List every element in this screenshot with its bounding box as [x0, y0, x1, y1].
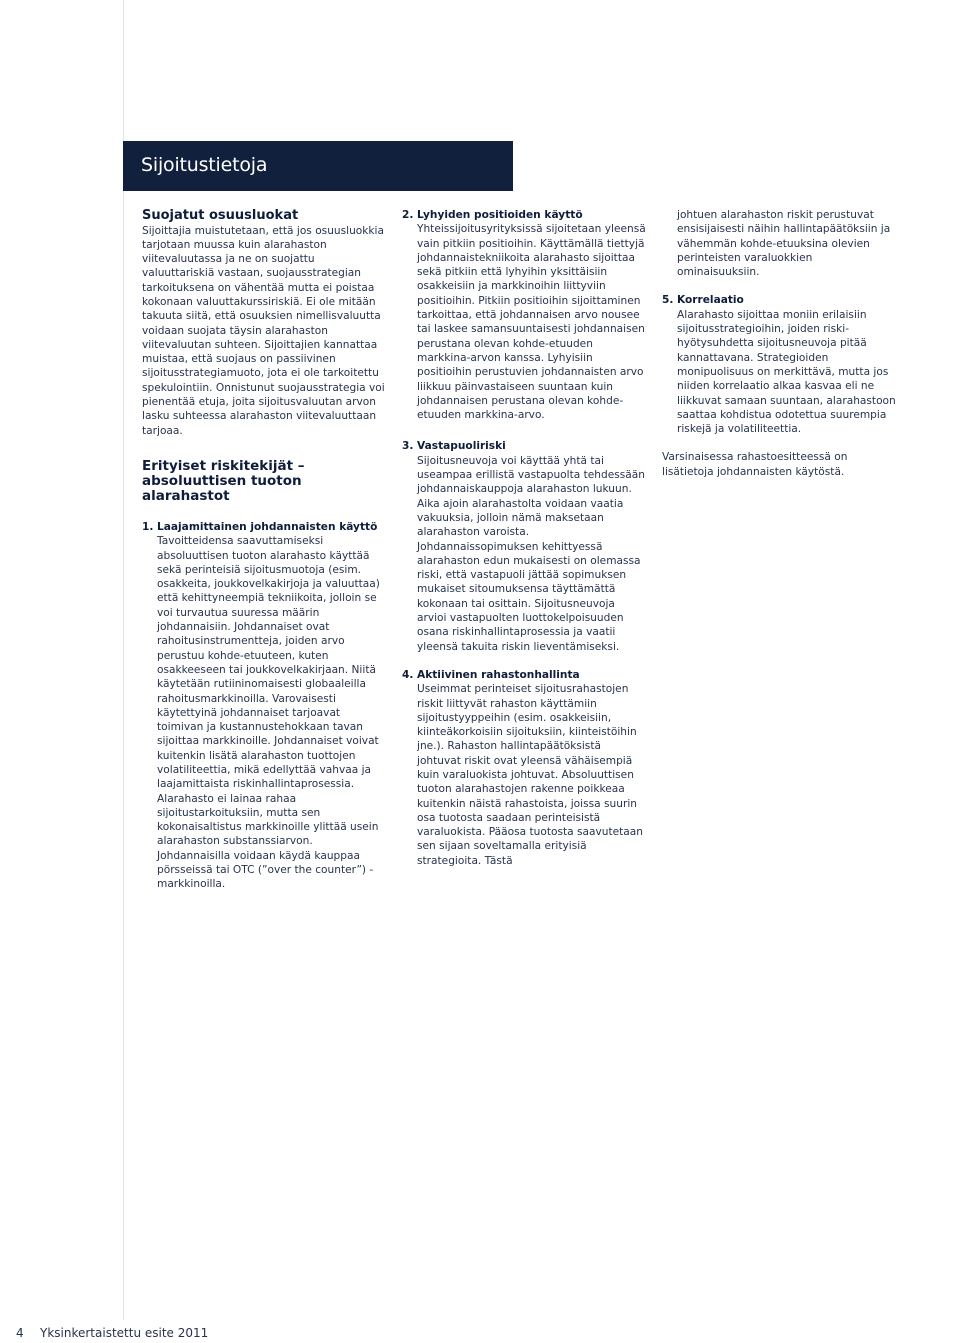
publication-name: Yksinkertaistettu esite 2011 [40, 1326, 209, 1340]
heading-hedged-share-classes: Suojatut osuusluokat [142, 208, 299, 223]
risk-item-number: 3. [402, 440, 414, 453]
heading-special-risk-factors: Erityiset riskitekijät – absoluuttisen tuoton alarahastot [142, 457, 305, 504]
section-banner [123, 141, 513, 191]
risk-item-4 [402, 668, 646, 868]
risk-item-number: 2. [402, 209, 414, 221]
column-3 [662, 208, 897, 479]
risk-item-5 [662, 293, 897, 436]
risk-item-text: Sijoitusneuvoja voi käyttää yhtä tai useampaa erillistä vastapuolta tehdessään johdannaiskauppoja alarahaston lukuun. Aika ajoin alarahastolta voidaan vaatia vakuuksia, jolloin nämä maksetaan alarahaston varoista. Johdannaissopimuksen kehittyessä alarahaston edun mukaisesti on olemassa riski, että vastapuoli jättää sopimuksen mukaiset sitoumuksensa täyttämättä kokonaan tai osittain. Sijoitusneuvoja arvioi vastapuolten luottokelpoisuuden osana riskinhallintaprosessia ja vaatii yleensä takuita riskin lieventämiseksi. [417, 454, 645, 653]
continuation-text: johtuen alarahaston riskit perustuvat ensisijaisesti näihin hallintapäätöksiin ja vähemmän kohde-etuuksina olevien perinteisten varaluokkien ominaisuuksiin. [677, 209, 891, 279]
risk-item-title: Korrelaatio [677, 294, 744, 307]
risk-item-2 [402, 208, 646, 422]
risk-item-text: Alarahasto sijoittaa moniin erilaisiin sijoitusstrategioihin, joiden riski-hyötysuhdetta sijoitusneuvoja pitää kannattavana. Strategioiden monipuolisuus on merkittävä, mutta jos niiden korrelaatio alkaa kasvaa eli ne liikkuvat samaan suuntaan, alarahastoon saattaa kohdistua odotettua suurempia riskejä ja volatiliteettia. [677, 308, 896, 436]
column-1 [142, 208, 385, 892]
risk-item-3 [402, 439, 646, 653]
risk-item-1 [142, 520, 385, 892]
risk-item-text: Tavoitteidensa saavuttamiseksi absoluuttisen tuoton alarahasto käyttää sekä perinteisiä sijoitusmuotoja (esim. osakkeita, joukkovelkakirjoja ja valuuttaa) että kehittyneempiä tekniikoita, jolloin se voi turvautua suuressa määrin johdannaisiin. Johdannaiset ovat rahoitusinstrumentteja, joiden arvo perustuu kohde-etuuteen, kuten osakkeeseen tai joukkovelkakirjaan. Niitä käytetään rutiininomaisesti globaaleilla rahoitusmarkkinoilla. Varovaisesti käytettyinä johdannaiset tarjoavat toimivan ja kustannustehokkaan tavan sijoittaa markkinoille. Johdannaiset voivat kuitenkin lisätä alarahaston tuottojen volatiliteettia, mikä edellyttää vahvaa ja laajamittaista riskinhallintaprosessia. Alarahasto ei lainaa rahaa sijoitustarkoituksiin, mutta sen kokonaisaltistus markkinoille ylittää usein alarahaston substanssiarvon. Johdannaisilla voidaan käydä kauppaa pörsseissä tai OTC (”over the counter”) -markkinoilla. [157, 535, 380, 891]
risk-item-title: Aktiivinen rahastonhallinta [417, 668, 580, 681]
risk-item-title: Laajamittainen johdannaisten käyttö [157, 520, 378, 533]
risk-item-4-continuation [662, 208, 897, 279]
banner-title: Sijoitustietoja [141, 154, 268, 176]
page-footer [16, 1326, 208, 1340]
risk-item-number: 4. [402, 668, 414, 681]
additional-info-note: Varsinaisessa rahastoesitteessä on lisätietoja johdannaisten käytöstä. [662, 451, 848, 478]
risk-item-title: Lyhyiden positioiden käyttö [417, 209, 583, 221]
risk-item-title: Vastapuoliriski [417, 440, 506, 453]
risk-item-text: Useimmat perinteiset sijoitusrahastojen riskit liittyvät rahaston käyttämiin sijoitustyyppeihin (esim. osakkeisiin, kiinteäkorkoisiin sijoituksiin, kiinteistöihin jne.). Rahaston hallintapäätöksistä johtuvat riskit ovat yleensä vähäisempiä kuin varaluokista johtuvat. Absoluuttisen tuoton alarahastojen rakenne poikkeaa kuitenkin näistä rahastoista, joissa suurin osa tuotosta saadaan perinteisistä varaluokista. Pääosa tuotosta saavutetaan sen sijaan soveltamalla erityisiä strategioita. Tästä [417, 683, 644, 867]
hedged-share-classes-text: Sijoittajia muistutetaan, että jos osuusluokkia tarjotaan muussa kuin alarahaston viitevaluutassa ja ne on suojattu valuuttariskiä vastaan, suojausstrategian tarkoituksena on vähentää mutta ei poistaa kokonaan valuuttakurssiriskiä. Ei ole mitään takuuta siitä, että osuuksien nimellisvaluutta voidaan suojata täysin alarahaston viitevaluutan suhteen. Sijoittajien kannattaa muistaa, että suojaus on passiivinen sijoitusstrategiamuoto, jota ei ole tarkoitettu spekulointiin. Onnistunut suojausstrategia voi pienentää etuja, joita sijoitusvaluutan arvon lasku suhteessa alarahaston viitevaluuttaan tarjoaa. [142, 224, 385, 437]
risk-item-number: 5. [662, 294, 674, 307]
column-2 [402, 208, 646, 868]
vertical-rule [123, 0, 124, 1320]
risk-item-text: Yhteissijoitusyrityksissä sijoitetaan yleensä vain pitkiin positioihin. Käyttämällä tiettyjä johdannaistekniikoita alarahasto sijoittaa sekä pitkiin että lyhyihin yksittäisiin osakkeisiin ja markkinoihin liittyviin positioihin. Pitkiin positioihin sijoittaminen tarkoittaa, että johdannaisen arvo nousee tai laskee samansuuntaisesti johdannaisen perustana olevan kohde-etuuden markkina-arvon kanssa. Lyhyisiin positioihin perustuvien johdannaisten arvo liikkuu päinvastaiseen suuntaan kuin johdannaisen perustana olevan kohde-etuuden markkina-arvo. [417, 223, 646, 422]
risk-item-number: 1. [142, 520, 154, 533]
page-number: 4 [16, 1326, 24, 1340]
